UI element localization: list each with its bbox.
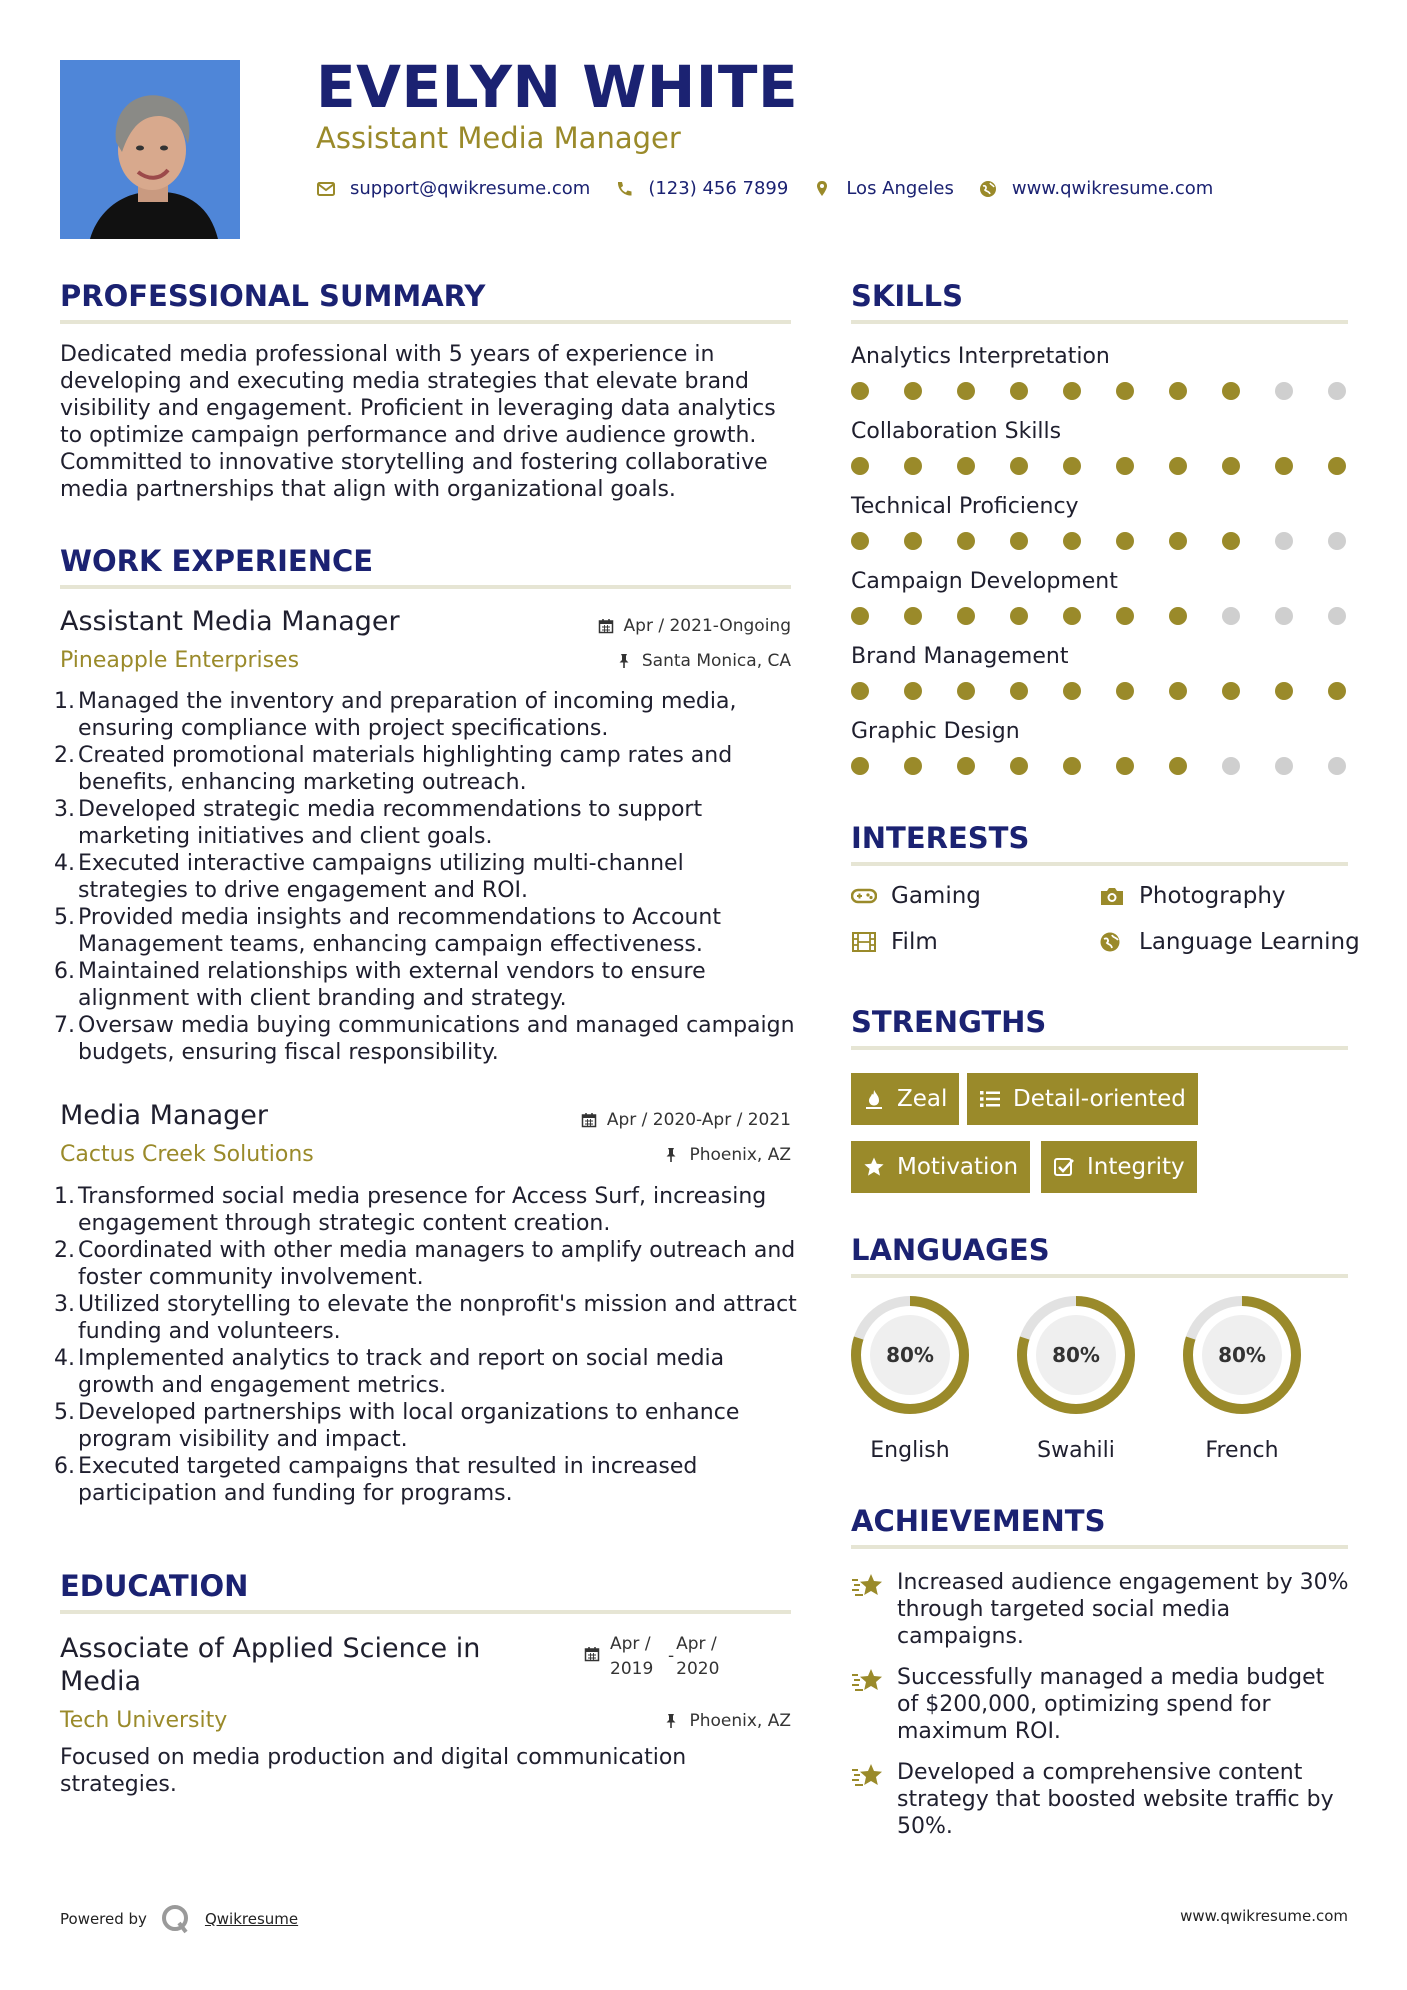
list-item: 2. Created promotional materials highlighting camp rates and benefits, enhancing marketing outreach. bbox=[54, 743, 733, 795]
rating-dot-filled bbox=[1328, 457, 1346, 475]
list-item: 1. Managed the inventory and preparation of incoming media, ensuring compliance with project specifications. bbox=[54, 689, 737, 741]
rating-dot-filled bbox=[957, 382, 975, 400]
achievements-list bbox=[851, 1569, 1351, 1854]
skill-name: Collaboration Skills bbox=[851, 419, 1062, 444]
skill-name: Brand Management bbox=[851, 644, 1069, 669]
rating-dot-filled bbox=[904, 532, 922, 550]
list-item: 2. Coordinated with other media managers to amplify outreach and foster community involvement. bbox=[54, 1238, 796, 1290]
skill-rating bbox=[851, 532, 1346, 550]
education-dates bbox=[584, 1632, 719, 1682]
rating-dot-filled bbox=[1116, 382, 1134, 400]
languages-rule bbox=[851, 1274, 1348, 1278]
rating-dot-filled bbox=[1328, 682, 1346, 700]
skill-item bbox=[851, 494, 1346, 550]
interest-item: Language Learning bbox=[1099, 929, 1360, 955]
rating-dot-filled bbox=[1169, 457, 1187, 475]
calendar-icon bbox=[581, 1112, 597, 1128]
candidate-name: EVELYN WHITE bbox=[316, 53, 799, 121]
degree-title: Associate of Applied Science in Media bbox=[60, 1633, 481, 1697]
skill-item bbox=[851, 419, 1346, 475]
job-location bbox=[616, 651, 791, 671]
interest-item: Photography bbox=[1099, 883, 1286, 909]
rating-dot-filled bbox=[957, 757, 975, 775]
job-duties-list bbox=[54, 1183, 800, 1507]
achievements-rule bbox=[851, 1545, 1348, 1549]
job-location-text: Santa Monica, CA bbox=[641, 651, 791, 671]
achievement-text: Developed a comprehensive content strategy that boosted website traffic by 50%. bbox=[897, 1760, 1334, 1839]
language-item bbox=[1015, 1294, 1137, 1463]
job-location bbox=[663, 1145, 791, 1165]
rating-dot-empty bbox=[1275, 607, 1293, 625]
phone-icon bbox=[614, 179, 634, 199]
education-description: Focused on media production and digital communication strategies. bbox=[60, 1745, 687, 1797]
rating-dot-filled bbox=[1010, 382, 1028, 400]
rating-dot-filled bbox=[904, 607, 922, 625]
rating-dot-filled bbox=[904, 457, 922, 475]
strength-chip: Integrity bbox=[1041, 1141, 1197, 1193]
achievement-item bbox=[851, 1569, 1351, 1650]
skills-rule bbox=[851, 320, 1348, 324]
rating-dot-filled bbox=[1010, 682, 1028, 700]
skill-item bbox=[851, 719, 1346, 775]
summary-text: Dedicated media professional with 5 years of experience in developing and executing media strategies that elevate brand visibility and engagement. Proficient in leveraging data analytics to optimize campaign performance and drive audience growth. Committed to innovative storytelling and fostering collaborative media partnerships that align with organizational goals. bbox=[60, 342, 776, 502]
skills-heading: SKILLS bbox=[851, 279, 963, 313]
footer-website[interactable]: www.qwikresume.com bbox=[1180, 1907, 1348, 1925]
work-heading: WORK EXPERIENCE bbox=[60, 544, 374, 578]
rating-dot-empty bbox=[1275, 532, 1293, 550]
qwikresume-logo-icon bbox=[159, 1902, 193, 1936]
rating-dot-filled bbox=[1063, 532, 1081, 550]
job-location-text: Phoenix, AZ bbox=[689, 1145, 791, 1165]
rating-dot-filled bbox=[904, 682, 922, 700]
rating-dot-filled bbox=[1116, 457, 1134, 475]
skill-rating bbox=[851, 757, 1346, 775]
rating-dot-filled bbox=[1275, 457, 1293, 475]
language-ring-gauge bbox=[849, 1294, 971, 1416]
summary-heading: PROFESSIONAL SUMMARY bbox=[60, 279, 486, 313]
pushpin-icon bbox=[616, 653, 632, 669]
achievement-text: Increased audience engagement by 30% through targeted social media campaigns. bbox=[897, 1570, 1349, 1649]
languages-list bbox=[849, 1294, 1303, 1463]
rating-dot-filled bbox=[1222, 382, 1240, 400]
rating-dot-empty bbox=[1222, 607, 1240, 625]
rating-dot-empty bbox=[1328, 382, 1346, 400]
language-ring-gauge bbox=[1181, 1294, 1303, 1416]
education-location bbox=[663, 1711, 791, 1731]
language-item bbox=[849, 1294, 971, 1463]
flame-icon bbox=[863, 1088, 885, 1110]
job-company: Pineapple Enterprises bbox=[60, 648, 300, 673]
language-name: Swahili bbox=[1037, 1438, 1115, 1463]
gauge-percent-label: 80% bbox=[1218, 1343, 1266, 1367]
rating-dot-filled bbox=[1116, 607, 1134, 625]
rating-dot-filled bbox=[1063, 382, 1081, 400]
school-name: Tech University bbox=[60, 1708, 228, 1733]
achievement-text: Successfully managed a media budget of $200,000, optimizing spend for maximum ROI. bbox=[897, 1665, 1325, 1744]
check-square-icon bbox=[1053, 1156, 1075, 1178]
camera-icon bbox=[1099, 885, 1125, 907]
rating-dot-filled bbox=[1222, 682, 1240, 700]
summary-rule bbox=[60, 320, 791, 324]
rating-dot-filled bbox=[904, 757, 922, 775]
footer-brand-link[interactable]: Qwikresume bbox=[204, 1910, 299, 1928]
footer-powered: Powered by Qwikresume bbox=[60, 1902, 298, 1936]
rating-dot-empty bbox=[1275, 382, 1293, 400]
language-name: English bbox=[870, 1438, 950, 1463]
date-separator: - bbox=[668, 1646, 675, 1666]
contact-bar bbox=[316, 178, 1237, 199]
strength-chip: Zeal bbox=[851, 1073, 959, 1125]
list-item: 4. Implemented analytics to track and report on social media growth and engagement metrics. bbox=[54, 1346, 725, 1398]
star-award-icon bbox=[851, 1571, 885, 1601]
rating-dot-filled bbox=[1010, 607, 1028, 625]
strengths-rule bbox=[851, 1046, 1348, 1050]
list-item: 1. Transformed social media presence for Access Surf, increasing engagement through strategic content creation. bbox=[54, 1184, 767, 1236]
job-dates bbox=[598, 616, 791, 636]
gauge-percent-label: 80% bbox=[1052, 1343, 1100, 1367]
rating-dot-filled bbox=[1063, 607, 1081, 625]
language-ring-gauge bbox=[1015, 1294, 1137, 1416]
languages-heading: LANGUAGES bbox=[851, 1233, 1050, 1267]
candidate-role: Assistant Media Manager bbox=[316, 121, 681, 155]
rating-dot-filled bbox=[1169, 682, 1187, 700]
rating-dot-filled bbox=[851, 682, 869, 700]
list-icon bbox=[979, 1088, 1001, 1110]
strength-chip: Motivation bbox=[851, 1141, 1030, 1193]
skill-rating bbox=[851, 607, 1346, 625]
education-start: Apr / 2019 bbox=[610, 1634, 654, 1679]
job-dates bbox=[581, 1110, 791, 1130]
rating-dot-empty bbox=[1328, 607, 1346, 625]
education-location-text: Phoenix, AZ bbox=[689, 1711, 791, 1731]
rating-dot-filled bbox=[1169, 607, 1187, 625]
star-icon bbox=[863, 1156, 885, 1178]
contact-phone[interactable]: (123) 456 7899 bbox=[648, 178, 789, 199]
rating-dot-filled bbox=[1116, 757, 1134, 775]
gamepad-icon bbox=[851, 885, 877, 907]
rating-dot-filled bbox=[1010, 757, 1028, 775]
rating-dot-empty bbox=[1222, 757, 1240, 775]
education-heading: EDUCATION bbox=[60, 1569, 249, 1603]
list-item: 6. Maintained relationships with external vendors to ensure alignment with client branding and strategy. bbox=[54, 959, 706, 1011]
rating-dot-filled bbox=[1063, 682, 1081, 700]
contact-website[interactable]: www.qwikresume.com bbox=[1011, 178, 1214, 199]
envelope-icon bbox=[316, 179, 336, 199]
rating-dot-filled bbox=[1063, 457, 1081, 475]
strengths-heading: STRENGTHS bbox=[851, 1005, 1047, 1039]
rating-dot-filled bbox=[1116, 682, 1134, 700]
list-item: 3. Developed strategic media recommendations to support marketing initiatives and client goals. bbox=[54, 797, 703, 849]
rating-dot-empty bbox=[1328, 532, 1346, 550]
contact-email[interactable]: support@qwikresume.com bbox=[350, 178, 591, 199]
rating-dot-empty bbox=[1275, 757, 1293, 775]
job-dates-text: Apr / 2021-Ongoing bbox=[623, 616, 791, 636]
film-icon bbox=[851, 931, 877, 953]
pushpin-icon bbox=[663, 1147, 679, 1163]
skill-name: Campaign Development bbox=[851, 569, 1118, 594]
interests-heading: INTERESTS bbox=[851, 821, 1030, 855]
contact-location: Los Angeles bbox=[846, 178, 954, 199]
language-name: French bbox=[1205, 1438, 1279, 1463]
language-item bbox=[1181, 1294, 1303, 1463]
portrait-image bbox=[60, 60, 240, 239]
list-item: 6. Executed targeted campaigns that resulted in increased participation and funding for programs. bbox=[54, 1454, 698, 1506]
interests-rule bbox=[851, 862, 1348, 866]
job-title: Media Manager bbox=[60, 1100, 269, 1131]
globe-icon bbox=[978, 179, 998, 199]
gauge-percent-label: 80% bbox=[886, 1343, 934, 1367]
interest-item: Gaming bbox=[851, 883, 981, 909]
rating-dot-empty bbox=[1328, 757, 1346, 775]
rating-dot-filled bbox=[851, 757, 869, 775]
rating-dot-filled bbox=[1116, 532, 1134, 550]
skill-name: Analytics Interpretation bbox=[851, 344, 1110, 369]
work-rule bbox=[60, 585, 791, 589]
map-pin-icon bbox=[812, 179, 832, 199]
skill-rating bbox=[851, 682, 1346, 700]
skill-rating bbox=[851, 457, 1346, 475]
rating-dot-filled bbox=[1222, 457, 1240, 475]
rating-dot-filled bbox=[851, 532, 869, 550]
list-item: 5. Provided media insights and recommendations to Account Management teams, enhancing campaign effectiveness. bbox=[54, 905, 721, 957]
rating-dot-filled bbox=[1063, 757, 1081, 775]
star-award-icon bbox=[851, 1666, 885, 1696]
rating-dot-filled bbox=[1275, 682, 1293, 700]
achievement-item bbox=[851, 1759, 1351, 1840]
list-item: 5. Developed partnerships with local organizations to enhance program visibility and impact. bbox=[54, 1400, 740, 1452]
skill-item bbox=[851, 569, 1346, 625]
calendar-icon bbox=[584, 1646, 600, 1662]
skill-name: Graphic Design bbox=[851, 719, 1020, 744]
rating-dot-filled bbox=[1169, 382, 1187, 400]
strength-chip: Detail-oriented bbox=[967, 1073, 1198, 1125]
job-duties-list bbox=[54, 688, 800, 1066]
rating-dot-filled bbox=[957, 682, 975, 700]
rating-dot-filled bbox=[1169, 532, 1187, 550]
rating-dot-filled bbox=[957, 607, 975, 625]
list-item: 4. Executed interactive campaigns utilizing multi-channel strategies to drive engagement and ROI. bbox=[54, 851, 684, 903]
achievement-item bbox=[851, 1664, 1351, 1745]
rating-dot-filled bbox=[957, 532, 975, 550]
skill-rating bbox=[851, 382, 1346, 400]
rating-dot-filled bbox=[904, 382, 922, 400]
job-company: Cactus Creek Solutions bbox=[60, 1142, 314, 1167]
rating-dot-filled bbox=[851, 607, 869, 625]
achievements-heading: ACHIEVEMENTS bbox=[851, 1504, 1106, 1538]
job-dates-text: Apr / 2020-Apr / 2021 bbox=[606, 1110, 791, 1130]
profile-photo bbox=[60, 60, 240, 239]
education-rule bbox=[60, 1610, 791, 1614]
calendar-icon bbox=[598, 618, 614, 634]
pushpin-icon bbox=[663, 1713, 679, 1729]
interest-item: Film bbox=[851, 929, 938, 955]
rating-dot-filled bbox=[851, 382, 869, 400]
skill-name: Technical Proficiency bbox=[851, 494, 1079, 519]
star-award-icon bbox=[851, 1761, 885, 1791]
rating-dot-filled bbox=[1010, 532, 1028, 550]
rating-dot-filled bbox=[1169, 757, 1187, 775]
list-item: 7. Oversaw media buying communications and managed campaign budgets, ensuring fiscal responsibility. bbox=[54, 1013, 795, 1065]
rating-dot-filled bbox=[1010, 457, 1028, 475]
rating-dot-filled bbox=[851, 457, 869, 475]
job-title: Assistant Media Manager bbox=[60, 606, 400, 637]
rating-dot-filled bbox=[1222, 532, 1240, 550]
list-item: 3. Utilized storytelling to elevate the nonprofit's mission and attract funding and volunteers. bbox=[54, 1292, 797, 1344]
education-end: Apr / 2020 bbox=[676, 1634, 720, 1679]
rating-dot-filled bbox=[957, 457, 975, 475]
globe-icon bbox=[1099, 931, 1125, 953]
skill-item bbox=[851, 344, 1346, 400]
skill-item bbox=[851, 644, 1346, 700]
